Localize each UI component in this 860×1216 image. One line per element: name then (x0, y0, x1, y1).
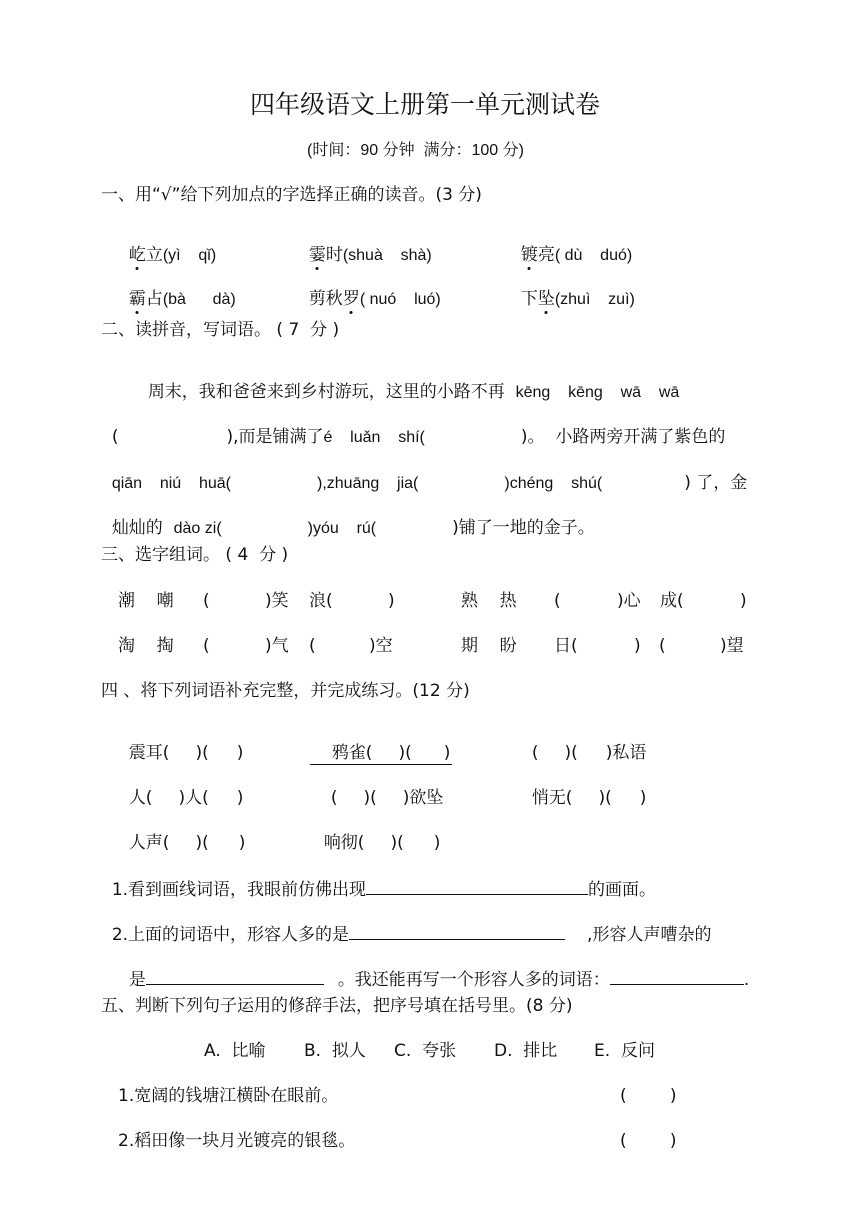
s5-question-2-answer-bracket[interactable]: ( ) (620, 1131, 677, 1151)
s3-row-1-word-c: )心 (617, 591, 641, 611)
s5-option-e: E. 反问 (594, 1041, 655, 1061)
s5-question-1-answer-bracket[interactable]: ( ) (620, 1086, 677, 1106)
s4-question-2-line-1: 2.上面的词语中，形容人多的是 ,形容人声嘈杂的 (111, 925, 712, 945)
s3-row-1-chars-a: 潮 嘲 (118, 591, 174, 611)
s4-row-3-word-a: 人声( )( ) (128, 833, 246, 853)
s3-row-2-chars-b: 期 盼 (461, 636, 517, 656)
dotted-char: 罗 (343, 291, 360, 308)
s3-row-2-word-a: )气 (265, 636, 289, 656)
dotted-char: 霸 (129, 291, 146, 308)
s4-row-2-word-c: 悄无( )( ) (531, 788, 647, 808)
s5-option-a: A. 比喻 (204, 1041, 266, 1061)
s3-row-1-blank-b: ) (388, 591, 395, 611)
answer-blank[interactable] (610, 970, 744, 985)
s4-row-2-word-b: ( )( )欲坠 (330, 788, 444, 808)
s4-row-1-word-b-underlined: 鸦雀( )( ) (310, 728, 452, 765)
s4-question-1: 1.看到画线词语，我眼前仿佛出现 的画面。 (111, 880, 657, 900)
s4-question-2-line-2: 是 。我还能再写一个形容人多的词语： . (128, 970, 750, 990)
s3-row-2-blank-b: ( (309, 636, 316, 656)
s3-row-2-word-d: )望 (720, 636, 744, 656)
section-4-heading: 四 、将下列词语补充完整，并完成练习。(12 分) (101, 681, 470, 701)
s1-item-1: 屹 立(yì qǐ) (118, 230, 216, 264)
s3-row-2-blank-d: ( (659, 636, 666, 656)
s1-item-6: 下坠 (zhuì zuì) (510, 274, 635, 308)
section-3-heading: 三、选字组词。 ( 4 分 ) (101, 545, 289, 565)
s3-row-2-blank-c: ) (634, 636, 641, 656)
answer-blank[interactable] (146, 970, 324, 985)
s5-question-1: 1.宽阔的钱塘江横卧在眼前。 (118, 1086, 339, 1106)
s3-row-1-chars-b: 熟 热 (461, 591, 517, 611)
section-2-heading: 二、读拼音，写词语。 ( 7 分 ) (101, 320, 340, 340)
s4-row-1-word-a: 震耳( )( ) (128, 743, 244, 763)
s1-item-5: 剪秋罗 ( nuó luó) (298, 274, 441, 308)
s3-row-2-word-c: 日( (554, 636, 578, 656)
s4-row-3-word-b: 响彻( )( ) (323, 833, 441, 853)
s5-option-c: C. 夸张 (394, 1041, 457, 1061)
s2-paragraph-line-1: 周末，我和爸爸来到乡村游玩，这里的小路不再 kēng kēng wā wā (147, 382, 680, 402)
dotted-char: 坠 (538, 291, 555, 308)
s3-row-1-word-d: 成( (660, 591, 684, 611)
s3-row-2-word-b: )空 (369, 636, 393, 656)
dotted-char: 镀 (521, 247, 538, 264)
answer-blank[interactable] (349, 925, 565, 940)
s3-row-2-blank-a: ( (203, 636, 210, 656)
s3-row-1-blank-c: ( (554, 591, 561, 611)
s3-row-2-chars-a: 淘 掏 (118, 636, 174, 656)
dotted-char: 屹 (129, 247, 146, 264)
s3-row-1-blank-a: ( (203, 591, 210, 611)
s3-row-1-word-b: 浪( (309, 591, 333, 611)
s1-item-3: 镀 亮( dù duó) (510, 230, 632, 264)
s5-option-b: B. 拟人 (304, 1041, 366, 1061)
s2-paragraph-line-4: 灿灿的 dào zi( )yóu rú( )铺了一地的金子。 (111, 518, 595, 538)
answer-blank[interactable] (366, 880, 588, 895)
s5-option-d: D. 排比 (494, 1041, 558, 1061)
section-5-heading: 五、判断下列句子运用的修辞手法，把序号填在括号里。(8 分) (101, 996, 573, 1016)
s4-row-2-word-a: 人( )人( ) (128, 788, 244, 808)
s3-row-1-word-a: )笑 (265, 591, 289, 611)
page-subtitle: (时间：90 分钟 满分：100 分) (307, 142, 524, 159)
s5-question-2: 2.稻田像一块月光镀亮的银毯。 (118, 1131, 356, 1151)
s1-item-4: 霸 占(bà dà) (118, 274, 236, 308)
s3-row-1-blank-d: ) (740, 591, 747, 611)
s2-paragraph-line-3: qiān niú huā( ),zhuāng jia( )chéng shú( ) 了，金 (111, 473, 748, 493)
section-1-heading: 一、用“√”给下列加点的字选择正确的读音。(3 分) (101, 185, 482, 205)
page-title: 四年级语文上册第一单元测试卷 (250, 90, 601, 119)
s1-item-2: 霎 时(shuà shà) (298, 230, 432, 264)
dotted-char: 霎 (309, 247, 326, 264)
s4-row-1-word-c: ( )( )私语 (531, 743, 647, 763)
s2-paragraph-line-2: ( ),而是铺满了é luǎn shí( )。 小路两旁开满了紫色的 (111, 427, 726, 447)
